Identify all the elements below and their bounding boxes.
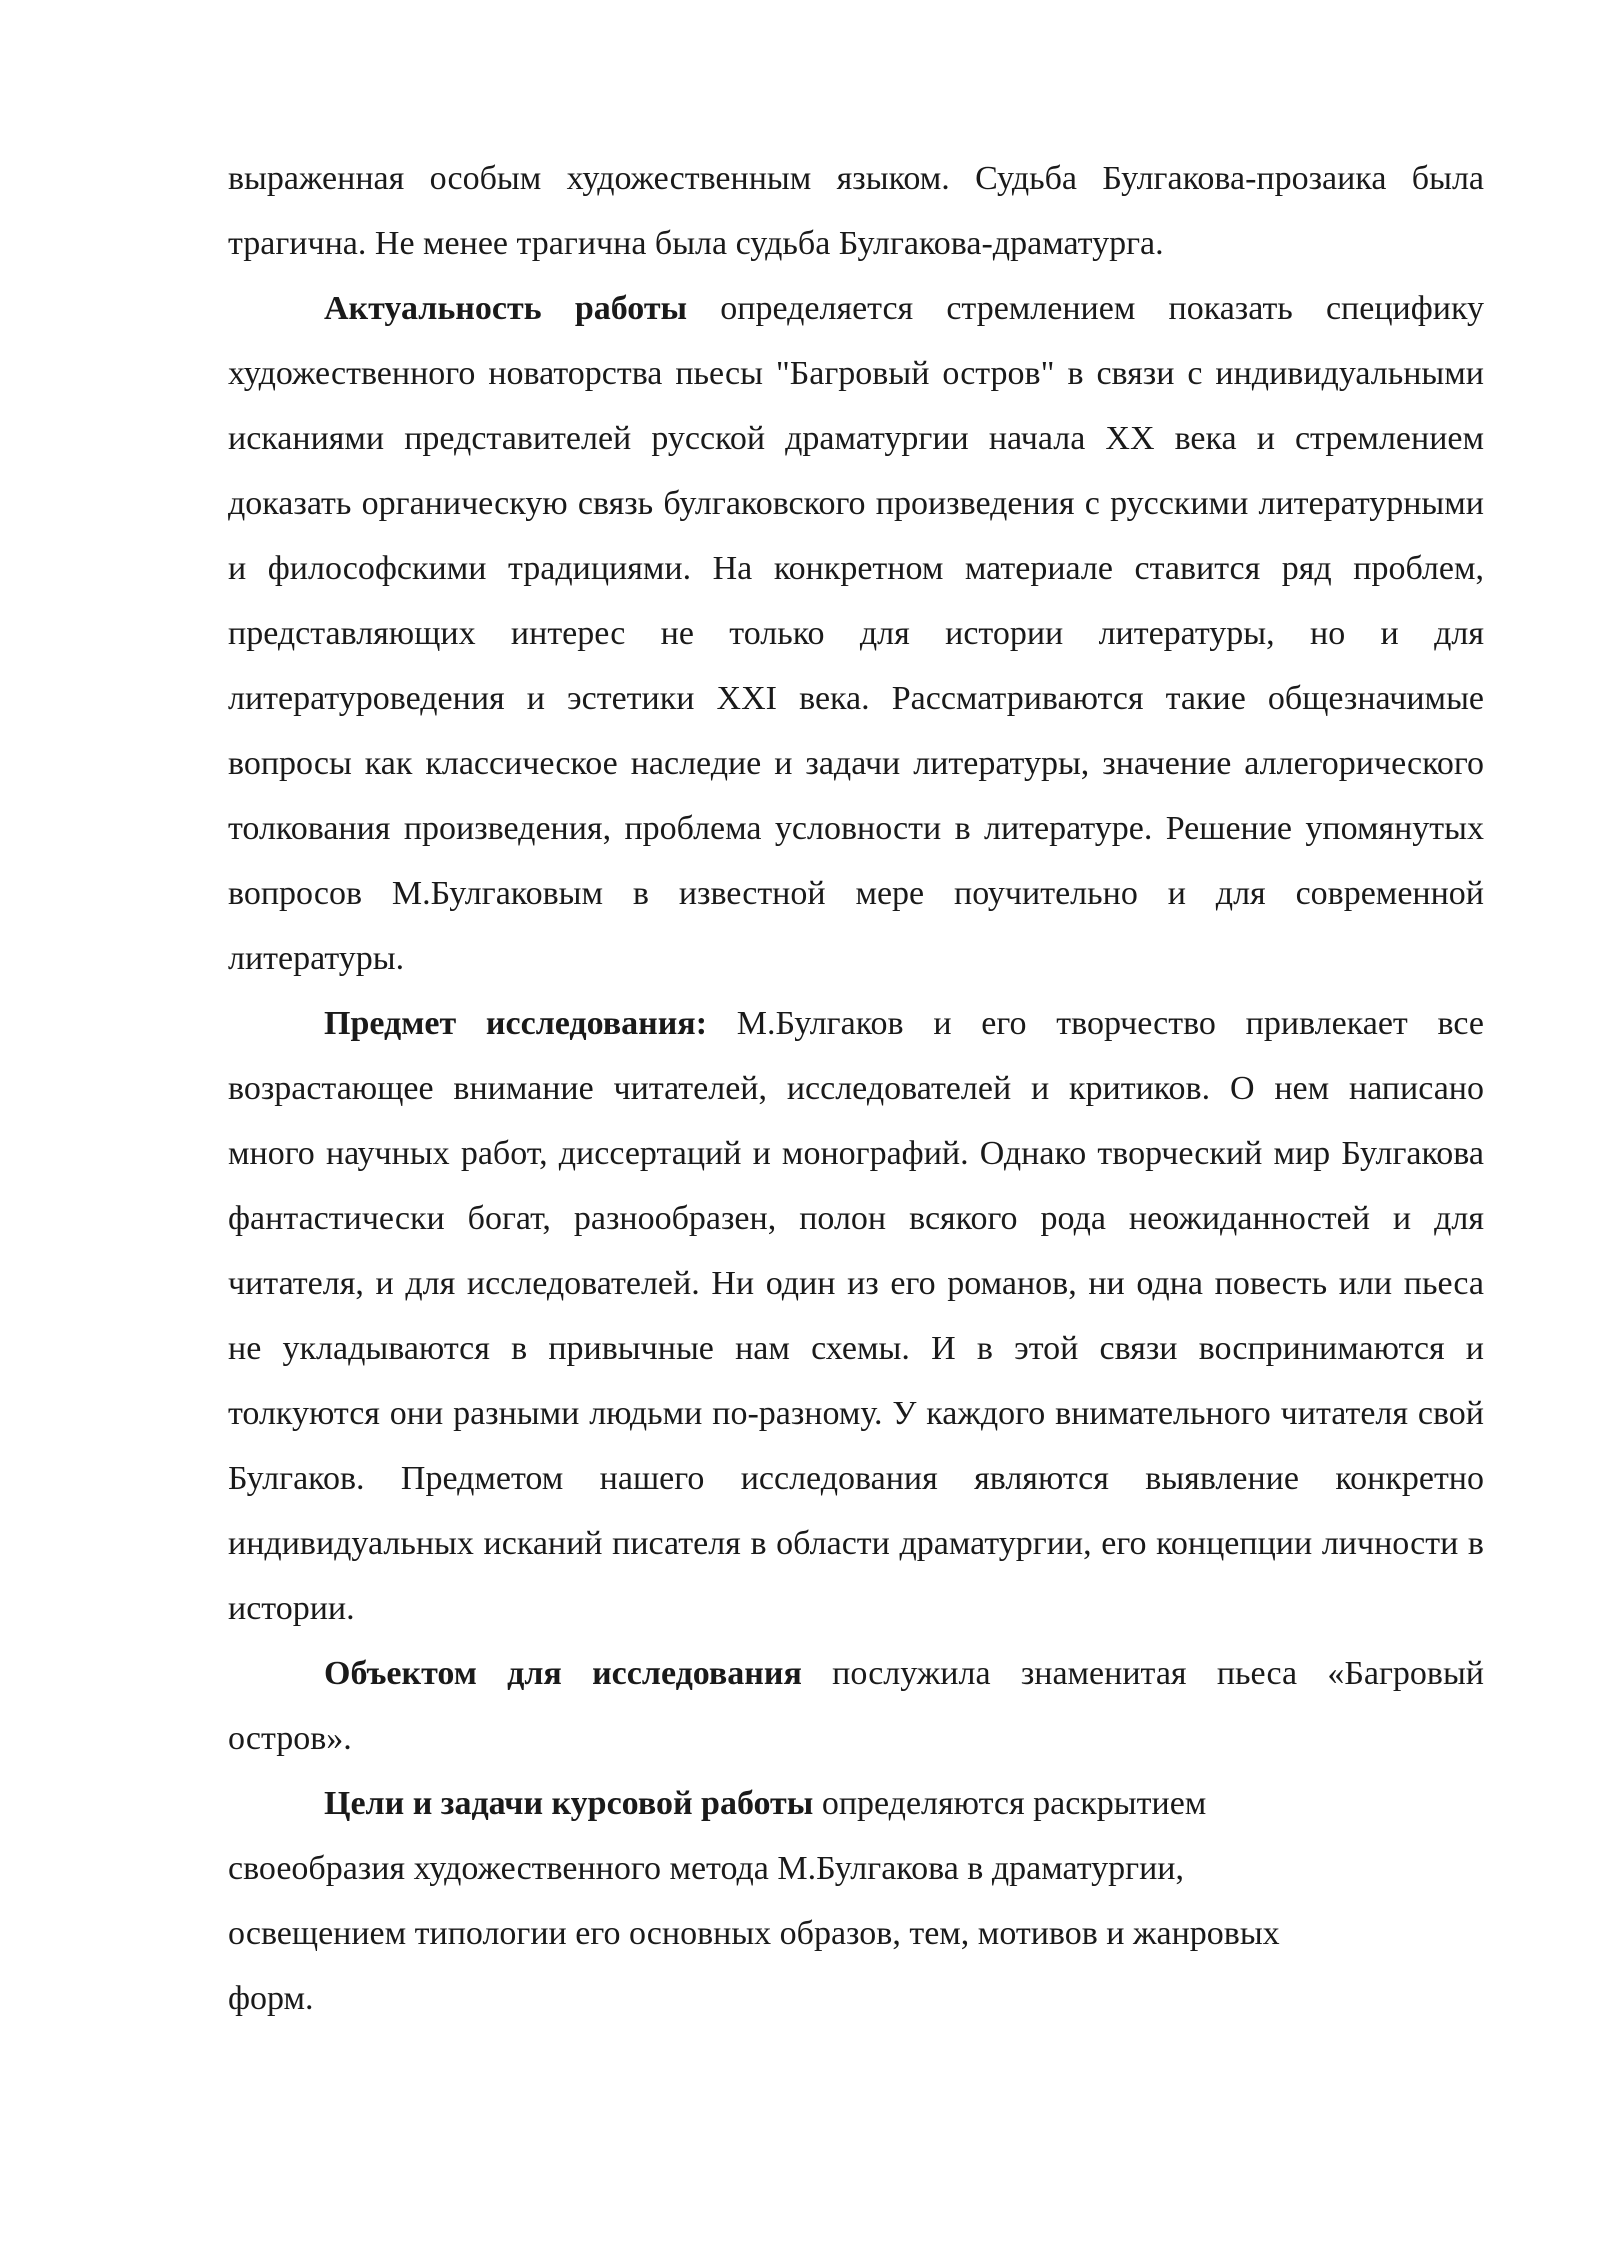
paragraph-goals bbox=[228, 1771, 1318, 2031]
paragraph-heading: Цели и задачи курсовой работы bbox=[324, 1785, 814, 1822]
paragraph-text: определяется стремлением показать специфику художественного новаторства пьесы "Багровый остров" в связи с индивидуальными исканиями представителей русской драматургии начала XX века и стремлением доказать органическую связь булгаковского произведения с русскими литературными и философскими традициями. На конкретном материале ставится ряд проблем, представляющих интерес не только для истории литературы, но и для литературоведения и эстетики XXI века. Рассматриваются такие общезначимые вопросы как классическое наследие и задачи литературы, значение аллегорического толкования произведения, проблема условности в литературе. Решение упомянутых вопросов М.Булгаковым в известной мере поучительно и для современной литературы. bbox=[228, 290, 1484, 977]
paragraph-object bbox=[228, 1641, 1484, 1771]
paragraph-heading: Актуальность работы bbox=[324, 290, 688, 327]
document-page bbox=[228, 146, 1484, 2031]
paragraph-heading: Объектом для исследования bbox=[324, 1655, 802, 1692]
paragraph-text: выраженная особым художественным языком. Судьба Булгакова-прозаика была трагична. Не менее трагична была судьба Булгакова-драматурга. bbox=[228, 160, 1484, 262]
paragraph-text: определяются раскрытием своеобразия художественного метода М.Булгакова в драматургии, освещением типологии его основных образов, тем, мотивов и жанровых форм. bbox=[228, 1785, 1280, 2017]
paragraph-heading: Предмет исследования: bbox=[324, 1005, 708, 1042]
paragraph-intro bbox=[228, 146, 1484, 276]
paragraph-text: М.Булгаков и его творчество привлекает все возрастающее внимание читателей, исследователей и критиков. О нем написано много научных работ, диссертаций и монографий. Однако творческий мир Булгакова фантастически богат, разнообразен, полон всякого рода неожиданностей и для читателя, и для исследователей. Ни один из его романов, ни одна повесть или пьеса не укладываются в привычные нам схемы. И в этой связи воспринимаются и толкуются они разными людьми по-разному. У каждого внимательного читателя свой Булгаков. Предметом нашего исследования являются выявление конкретно индивидуальных исканий писателя в области драматургии, его концепции личности в истории. bbox=[228, 1005, 1485, 1627]
paragraph-relevance bbox=[228, 276, 1484, 991]
paragraph-text: послужила знаменитая пьеса «Багровый остров». bbox=[228, 1655, 1484, 1757]
paragraph-subject bbox=[228, 991, 1484, 1641]
